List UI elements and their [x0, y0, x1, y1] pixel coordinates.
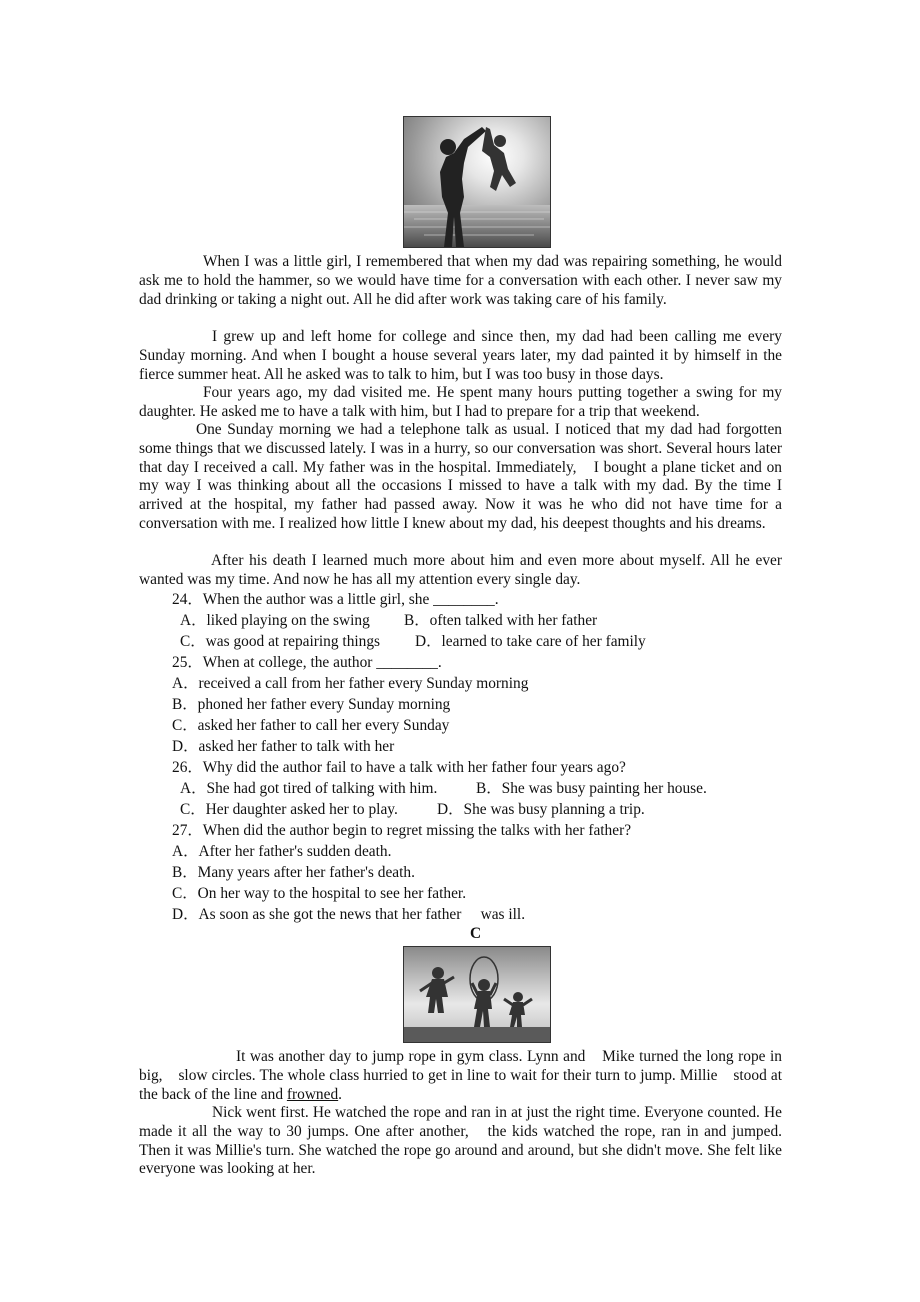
passage-b-paragraph-3: Four years ago, my dad visited me. He spent many hours putting together a swing for my daughter. He asked me to have a talk with him, but I had to prepare for a trip that weekend. — [139, 384, 782, 420]
question-25-option-a: A．received a call from her father every Sunday morning — [172, 675, 529, 692]
father-child-beach-photo — [403, 116, 551, 248]
question-24-option-c: C．was good at repairing things — [180, 633, 381, 650]
passage-b-paragraph-4: One Sunday morning we had a telephone talk as usual. I noticed that my dad had forgotten some things that we discussed lately. I was in a hurry, so our conversation was short. Several hours later that day I received a call. My father was in the hospital. Immediately, I bought a plane ticket and on my way I was thinking about all the occasions I missed to have a talk with my dad. By the time I arrived at the hospital, my father had passed away. Now it was he who did not have time for a conversation with me. I realized how little I knew about my dad, his deepest thoughts and his dreams. — [139, 421, 782, 532]
passage-b-paragraph-1: When I was a little girl, I remembered that when my dad was repairing something, he would ask me to hold the hammer, so we would have time for a conversation with each other. I never saw my dad drinking or taking a night out. All he did after work was taking care of his family. — [139, 253, 782, 308]
question-26-option-d: D．She was busy planning a trip. — [437, 801, 645, 818]
question-26-stem: 26．Why did the author fail to have a talk with her father four years ago? — [172, 759, 626, 776]
section-c-heading: C — [470, 925, 482, 942]
question-27-option-d: D．As soon as she got the news that her father was ill. — [172, 906, 526, 923]
question-27-stem: 27．When did the author begin to regret missing the talks with her father? — [172, 822, 632, 839]
question-27-option-b: B．Many years after her father's death. — [172, 864, 415, 881]
question-25-option-d: D．asked her father to talk with her — [172, 738, 395, 755]
question-24-option-d: D．learned to take care of her family — [415, 633, 646, 650]
question-24-stem: 24．When the author was a little girl, she ________. — [172, 591, 499, 608]
question-24-option-b: B．often talked with her father — [404, 612, 598, 629]
passage-c-paragraph-2: Nick went first. He watched the rope and ran in at just the right time. Everyone counted. He made it all the way to 30 jumps. One after another, the kids watched the rope, ran in and jumped. Then it was Millie's turn. She watched the rope go around and around, but she didn't move. She felt like everyone was looking at her. — [139, 1104, 782, 1178]
passage-b-paragraph-5: After his death I learned much more about him and even more about myself. All he ever wanted was my time. And now he has all my attention every single day. — [139, 552, 782, 588]
question-24-option-a: A．liked playing on the swing — [180, 612, 370, 629]
question-27-option-c: C．On her way to the hospital to see her father. — [172, 885, 467, 902]
question-25-option-c: C．asked her father to call her every Sunday — [172, 717, 450, 734]
jump-rope-photo — [403, 946, 551, 1043]
question-25-stem: 25．When at college, the author ________. — [172, 654, 442, 671]
question-25-option-b: B．phoned her father every Sunday morning — [172, 696, 451, 713]
passage-b-paragraph-2: I grew up and left home for college and since then, my dad had been calling me every Sunday morning. And when I bought a house several years later, my dad painted it by himself in the fierce summer heat. All he asked was to talk to him, but I was too busy in those days. — [139, 328, 782, 383]
question-27-option-a: A．After her father's sudden death. — [172, 843, 392, 860]
passage-c-paragraph-1: It was another day to jump rope in gym class. Lynn and Mike turned the long rope in big, slow circles. The whole class hurried to get in line to wait for their turn to jump. Millie stood at the back of the line and frowned. — [139, 1048, 782, 1103]
frowned-underlined-word: frowned — [286, 1085, 339, 1103]
question-26-option-b: B．She was busy painting her house. — [476, 780, 707, 797]
question-26-option-a: A．She had got tired of talking with him. — [180, 780, 438, 797]
question-26-option-c: C．Her daughter asked her to play. — [180, 801, 398, 818]
